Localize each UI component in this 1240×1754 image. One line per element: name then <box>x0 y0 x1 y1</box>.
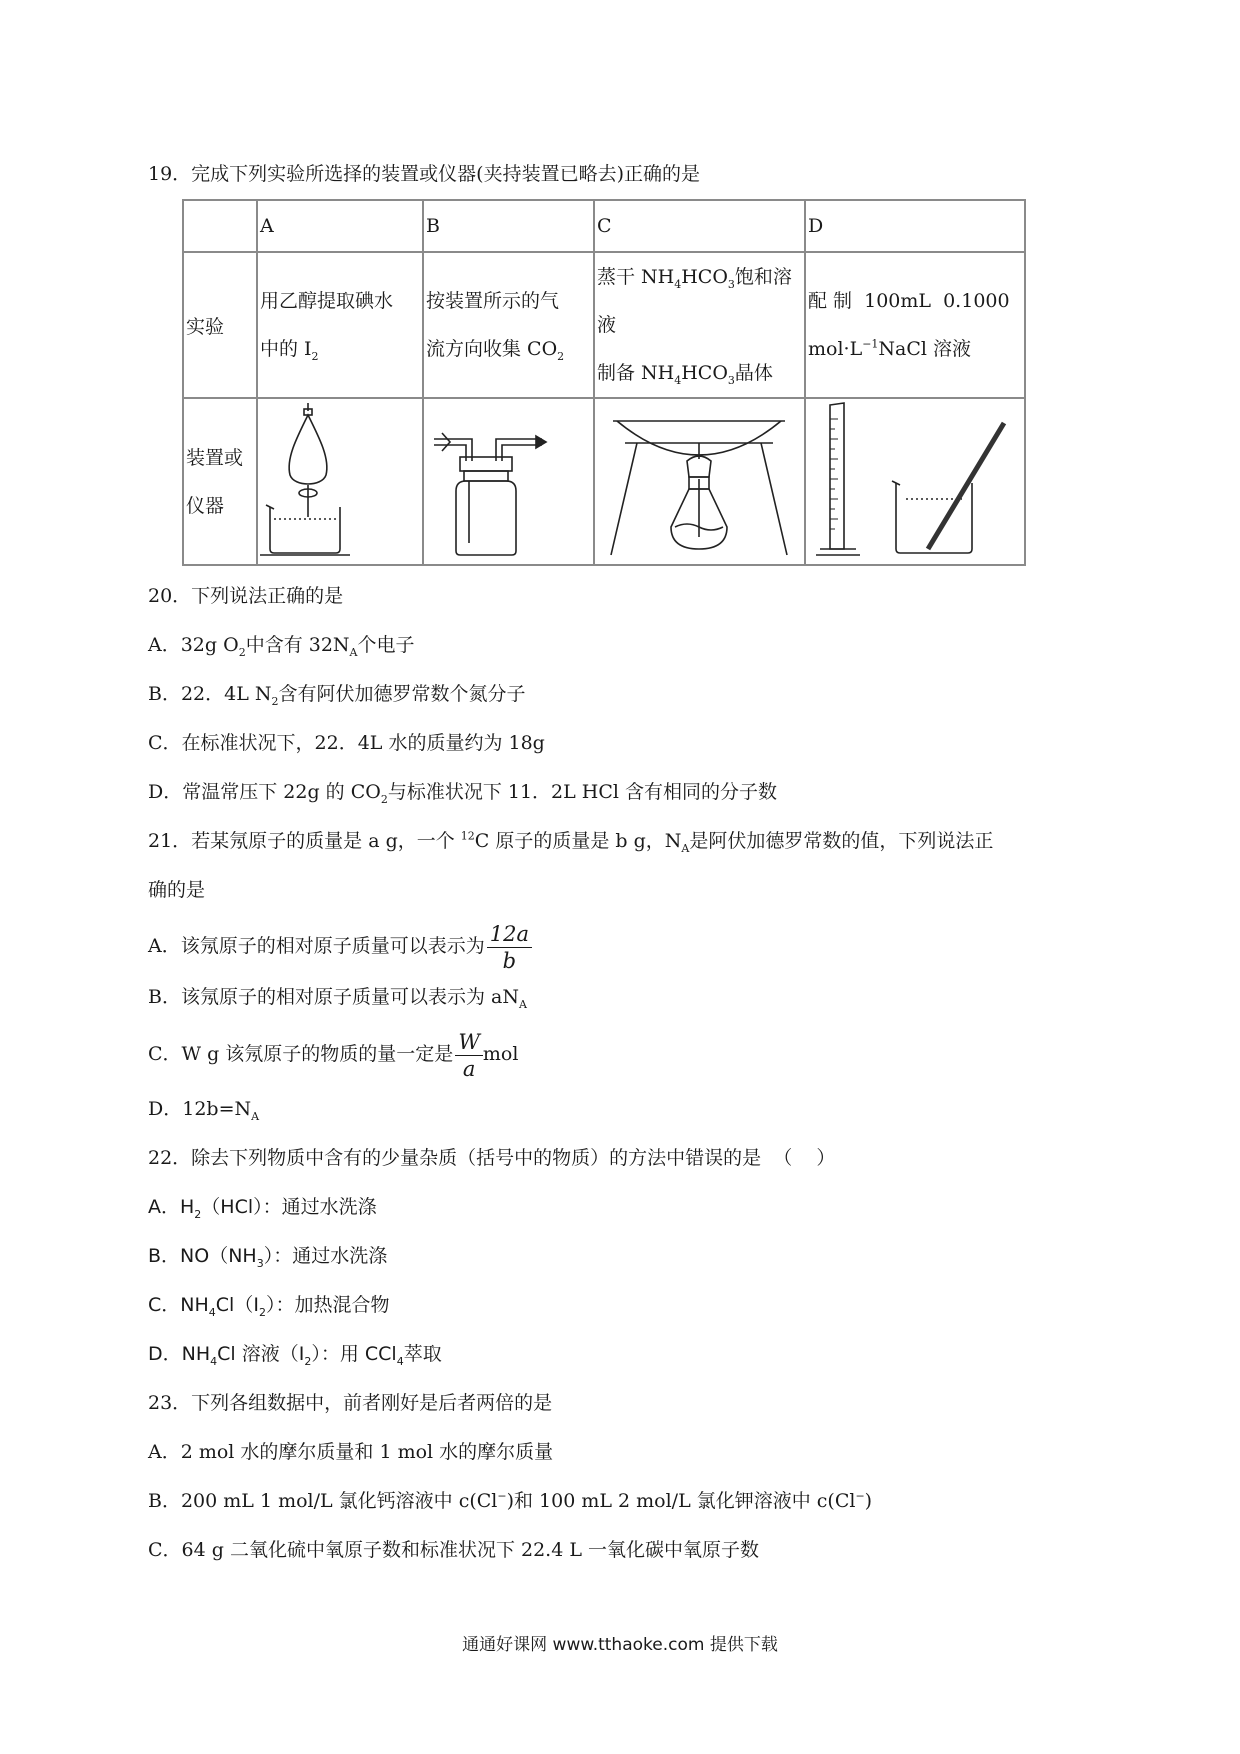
q22-option-d: D．$NH_4Cl$ 溶液$(I_2)$：用 CCl$_4$萃取 <box>148 1343 442 1368</box>
apparatus-a <box>257 398 423 565</box>
fraction-12a-over-b: $\frac{12a}{b}$ <box>487 921 532 974</box>
exp-b-line1: 按装置所示的气 <box>426 290 560 312</box>
apparatus-d <box>805 398 1025 565</box>
q21-option-c: C．W g 该氖原子的物质的量一定是 $\frac{W}{a}$ mol <box>148 1029 519 1081</box>
q22-option-c: C．$NH_4Cl(I_2)$：加热混合物 <box>148 1294 390 1319</box>
header-b: B <box>423 200 594 252</box>
exp-b-line2: 流方向收集 $CO_2$ <box>426 338 565 363</box>
q21-option-d: D．$12b=N_A$ <box>148 1098 260 1123</box>
graduated-cylinder-icon <box>808 399 1022 559</box>
q19-stem: 19．完成下列实验所选择的装置或仪器(夹持装置已略去)正确的是 <box>148 163 701 185</box>
exp-d-line1: 配 制 100mL 0.1000 <box>808 290 1010 312</box>
exp-a <box>257 252 423 398</box>
separatory-funnel-icon <box>260 399 420 559</box>
q20-stem: 20．下列说法正确的是 <box>148 585 344 607</box>
evaporating-dish-icon <box>597 399 802 559</box>
exp-c-line2: 制备 $NH_4HCO_3$晶体 <box>597 362 773 387</box>
q21-option-a: A．该氖原子的相对原子质量可以表示为 $\frac{12a}{b}$ <box>148 916 532 976</box>
row-label-experiment: 实验 <box>183 252 257 398</box>
row-label-apparatus: 装置或 仪器 <box>183 398 257 565</box>
q23-option-b: B．200 mL 1 mol/L 氯化钙溶液中 c(Cl−)和 100 mL 2 mol/L 氯化钾溶液中 c(Cl−) <box>148 1489 873 1512</box>
q22-stem: 22．除去下列物质中含有的少量杂质（括号中的物质）的方法中错误的是 （ ） <box>148 1147 836 1169</box>
header-d: D <box>805 200 1025 252</box>
q21-stem-line1: 21．若某氖原子的质量是 a g，一个 $^{12}$C 原子的质量是 b g，$N_A$是阿伏加德罗常数的值，下列说法正 <box>148 829 994 855</box>
q19-table <box>182 199 1026 566</box>
exp-c-line1: 蒸干 $NH_4HCO_3$饱和溶液 <box>597 266 792 336</box>
q21-stem-line2: 确的是 <box>148 879 206 901</box>
q20-option-a: A．32g $O_2$中含有 $32N_A$个电子 <box>148 634 415 659</box>
apparatus-c <box>594 398 805 565</box>
q22-option-b: B．$NO(NH_3)$：通过水洗涤 <box>148 1245 388 1270</box>
apparatus-b <box>423 398 594 565</box>
q23-option-c: C．64 g 二氧化硫中氧原子数和标准状况下 22.4 L 一氧化碳中氧原子数 <box>148 1539 759 1561</box>
q23-option-a: A．2 mol 水的摩尔质量和 1 mol 水的摩尔质量 <box>148 1441 554 1463</box>
exp-a-line2: 中的 $I_2$ <box>260 338 319 363</box>
q22-option-a: A．$H_2(HCl)$：通过水洗涤 <box>148 1196 377 1221</box>
table-corner <box>183 200 257 252</box>
exp-c <box>594 252 805 398</box>
q20-option-b: B．22．4L $N_2$含有阿伏加德罗常数个氮分子 <box>148 683 526 708</box>
header-c: C <box>594 200 805 252</box>
q21-option-b: B．该氖原子的相对原子质量可以表示为 $aN_A$ <box>148 986 527 1011</box>
q20-option-d: D．常温常压下 22g 的 $CO_2$与标准状况下 11．2L HCl 含有相同的分子数 <box>148 781 777 806</box>
exp-b <box>423 252 594 398</box>
fraction-w-over-a: $\frac{W}{a}$ <box>455 1029 483 1082</box>
exp-d-line2: $mol\cdot L^{-1}NaCl$ 溶液 <box>808 337 972 360</box>
exp-a-line1: 用乙醇提取碘水 <box>260 290 394 312</box>
gas-bottle-icon <box>426 399 591 559</box>
exp-d <box>805 252 1025 398</box>
header-a: A <box>257 200 423 252</box>
q23-stem: 23．下列各组数据中，前者刚好是后者两倍的是 <box>148 1392 553 1414</box>
page-footer: 通通好课网 www.tthaoke.com 提供下载 <box>462 1635 778 1655</box>
q20-option-c: C．在标准状况下，22．4L 水的质量约为 18g <box>148 732 545 754</box>
